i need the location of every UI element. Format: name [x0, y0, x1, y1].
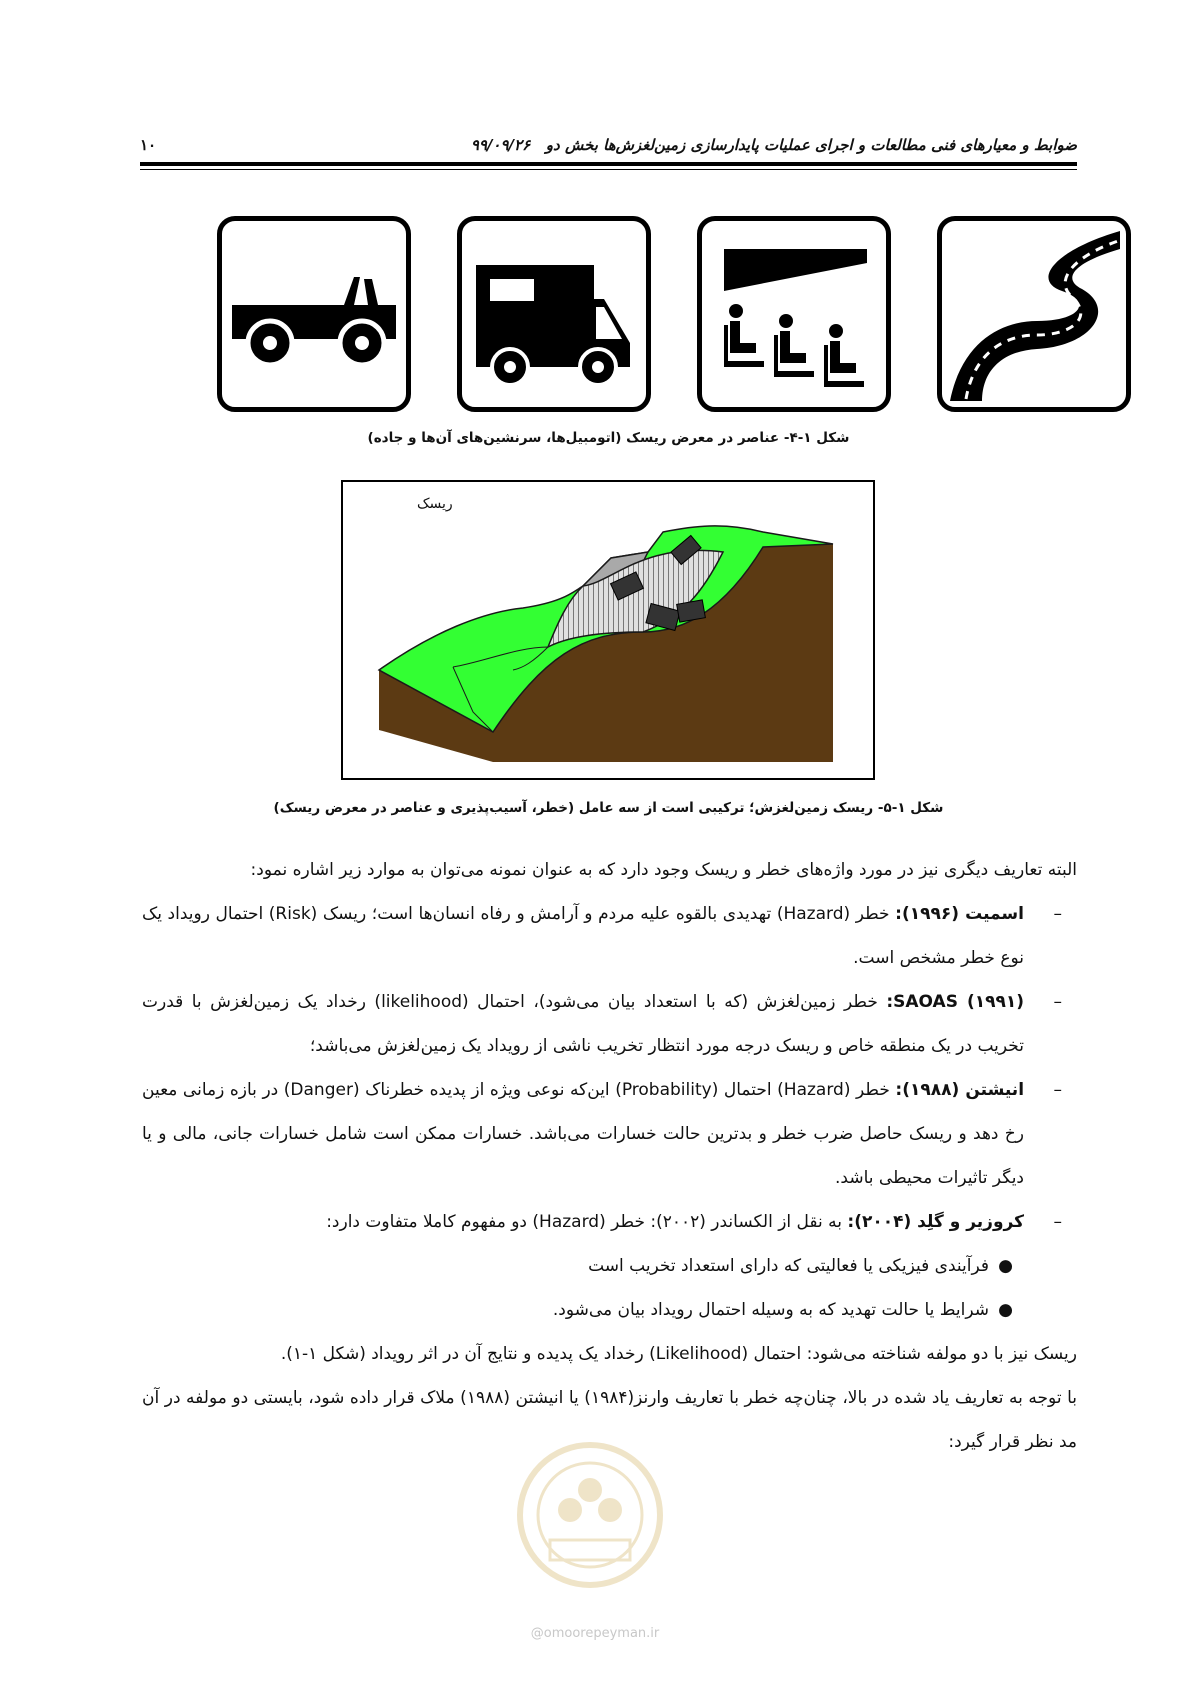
intro-paragraph: البته تعاریف دیگری نیز در مورد واژه‌های خطر و ریسک وجود دارد که به عنوان نمونه می‌توان به موارد زیر اشاره نمود:: [250, 860, 1077, 880]
bullet-text: شرایط یا حالت تهدید که به وسیله احتمال رویداد بیان می‌شود.: [552, 1300, 989, 1320]
definition-text: به نقل از الکساندر (۲۰۰۲): خطر (Hazard) دو مفهوم کاملا متفاوت دارد:: [326, 1212, 848, 1232]
bullet-item: [142, 1288, 1077, 1332]
bullet-text: فرآیندی فیزیکی یا فعالیتی که دارای استعداد تخریب است: [588, 1256, 989, 1276]
definition-lead: SAOAS (۱۹۹۱):: [886, 992, 1025, 1012]
page-number: ۱۰: [140, 136, 157, 154]
definition-item-saoas: [142, 980, 1077, 1068]
definition-item-crozier: [142, 1200, 1077, 1244]
page-header: [140, 130, 1077, 160]
dash-marker: –: [1053, 904, 1062, 924]
bullet-marker: ●: [998, 1300, 1013, 1320]
dash-marker: –: [1053, 1212, 1062, 1232]
paragraph-definitions-summary: با توجه به تعاریف یاد شده در بالا، چنان‌چه خطر با تعاریف وارنز(۱۹۸۴) یا انیشتن (۱۹۸۸) ملاک قرار داده شود، بایستی دو مولفه در آن مد نظر قرار گیرد:: [142, 1388, 1077, 1452]
jeep-icon: [217, 216, 411, 412]
figure2-label: ریسک: [417, 496, 453, 512]
figure2-caption: شکل ۱-۵- ریسک زمین‌لغزش؛ ترکیبی است از سه عامل (خطر، آسیب‌پذیری و عناصر در معرض ریسک): [273, 800, 944, 816]
definition-text: خطر (Hazard) احتمال (Probability) این‌که نوعی ویژه از پدیده خطرناک (Danger) در بازه زمانی معین رخ دهد و ریسک حاصل ضرب خطر و بدترین حالت خسارات می‌باشد. خسارات ممکن است شامل خسارات جانی، مالی و یا دیگر تاثیرات محیطی باشد.: [142, 1080, 1024, 1188]
definition-item-smith: [142, 892, 1077, 980]
winding-road-icon: [937, 216, 1131, 412]
definition-lead: انیشتن (۱۹۸۸):: [895, 1080, 1025, 1100]
watermark-seal: [510, 1440, 670, 1590]
header-title-line: [471, 136, 1077, 154]
bullet-marker: ●: [998, 1256, 1013, 1276]
dash-marker: –: [1053, 1080, 1062, 1100]
definition-text: خطر (Hazard) تهدیدی بالقوه علیه مردم و آرامش و رفاه انسان‌ها است؛ ریسک (Risk) احتمال رویداد یک نوع خطر مشخص است.: [142, 904, 1024, 968]
definition-text: خطر زمین‌لغزش (که با استعداد بیان می‌شود)، احتمال (likelihood) رخداد یک زمین‌لغزش با قدرت تخریب در یک منطقه خاص و ریسک درجه مورد انتظار تخریب ناشی از رویداد یک زمین‌لغزش می‌باشد؛: [142, 992, 1024, 1056]
landslide-risk-figure: [341, 480, 875, 780]
definition-lead: کروزیر و گلِد (۲۰۰۴):: [847, 1212, 1024, 1232]
dash-marker: –: [1053, 992, 1062, 1012]
header-title: ضوابط و معیارهای فنی مطالعات و اجرای عملیات پایدارسازی زمین‌لغزش‌ها بخش دو: [545, 136, 1077, 154]
figure1-caption: شکل ۱-۴- عناصر در معرض ریسک (اتومبیل‌ها، سرنشین‌های آن‌ها و جاده): [367, 430, 850, 446]
watermark-url: @omoorepeyman.ir: [530, 1626, 660, 1641]
header-rule-thick: [140, 162, 1077, 166]
paragraph-risk-components: ریسک نیز با دو مولفه شناخته می‌شود: احتمال (Likelihood) رخداد یک پدیده و نتایج آن در اثر رویداد (شکل ۱-۱).: [280, 1344, 1077, 1364]
definition-item-einstein: [142, 1068, 1077, 1200]
header-date: ۹۹/۰۹/۲۶: [470, 136, 531, 154]
camper-truck-icon: [457, 216, 651, 412]
header-rule-thin: [140, 169, 1077, 170]
passengers-icon: [697, 216, 891, 412]
definition-lead: اسمیت (۱۹۹۶):: [895, 904, 1024, 924]
body-text: [142, 848, 1077, 1464]
bullet-item: [142, 1244, 1077, 1288]
